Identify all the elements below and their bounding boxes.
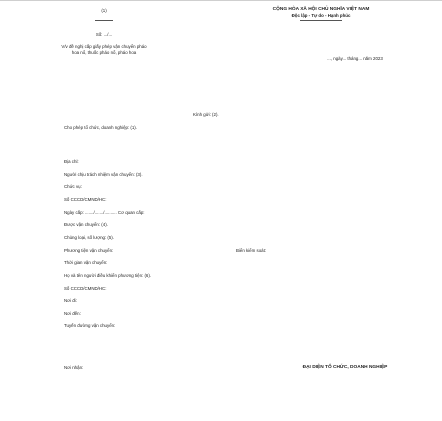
subject-line-2: hoa nổ, thuốc pháo nổ, pháo hoa bbox=[71, 50, 137, 55]
field-address: Địa chỉ: bbox=[64, 159, 79, 164]
top-edge-line bbox=[0, 0, 442, 1]
intro-line: Cho phép tổ chức, doanh nghiệp: (1). bbox=[64, 125, 137, 130]
subject-line-1: V/v đề nghị cấp giấy phép vận chuyển pháo bbox=[61, 44, 147, 49]
field-route: Tuyến đường vận chuyển: bbox=[64, 323, 116, 328]
national-motto: Độc lập - Tự do - Hạnh phúc bbox=[291, 13, 351, 18]
field-type-quantity: Chủng loại, số lượng: (5). bbox=[64, 235, 114, 240]
field-time: Thời gian vận chuyển: bbox=[64, 260, 108, 265]
place-date: ..., ngày... tháng... năm 2023 bbox=[327, 56, 383, 61]
org-underline bbox=[95, 20, 113, 21]
field-driver-id: Số CCCD/CMND/HC: bbox=[64, 286, 107, 291]
field-transport-item: Được vận chuyển: (4). bbox=[64, 222, 108, 227]
motto-underline bbox=[300, 20, 342, 21]
field-driver: Họ và tên người điều khiển phương tiện: (6). bbox=[64, 273, 152, 278]
field-destination: Nơi đến: bbox=[64, 311, 81, 316]
signature-title: ĐẠI DIỆN TỔ CHỨC, DOANH NGHIỆP bbox=[302, 365, 388, 370]
field-responsible: Người chịu trách nhiệm vận chuyển: (3). bbox=[64, 172, 143, 177]
org-number: (1) bbox=[101, 8, 107, 13]
kinh-gui: Kính gửi: (2). bbox=[193, 112, 219, 117]
recipients-label: Nơi nhận: bbox=[64, 365, 84, 370]
field-issue-date: Ngày cấp: ......./......./.......... Cơ quan cấp: bbox=[64, 210, 145, 215]
field-plate: Biển kiểm soát: bbox=[236, 248, 267, 253]
doc-number: Số: .../... bbox=[95, 32, 113, 37]
national-title: CỘNG HÒA XÃ HỘI CHỦ NGHĨA VIỆT NAM bbox=[272, 7, 370, 12]
field-origin: Nơi đi: bbox=[64, 298, 77, 303]
field-position: Chức vụ: bbox=[64, 184, 82, 189]
field-vehicle: Phương tiện vận chuyển: bbox=[64, 248, 114, 253]
field-id-number: Số CCCD/CMND/HC: bbox=[64, 197, 107, 202]
